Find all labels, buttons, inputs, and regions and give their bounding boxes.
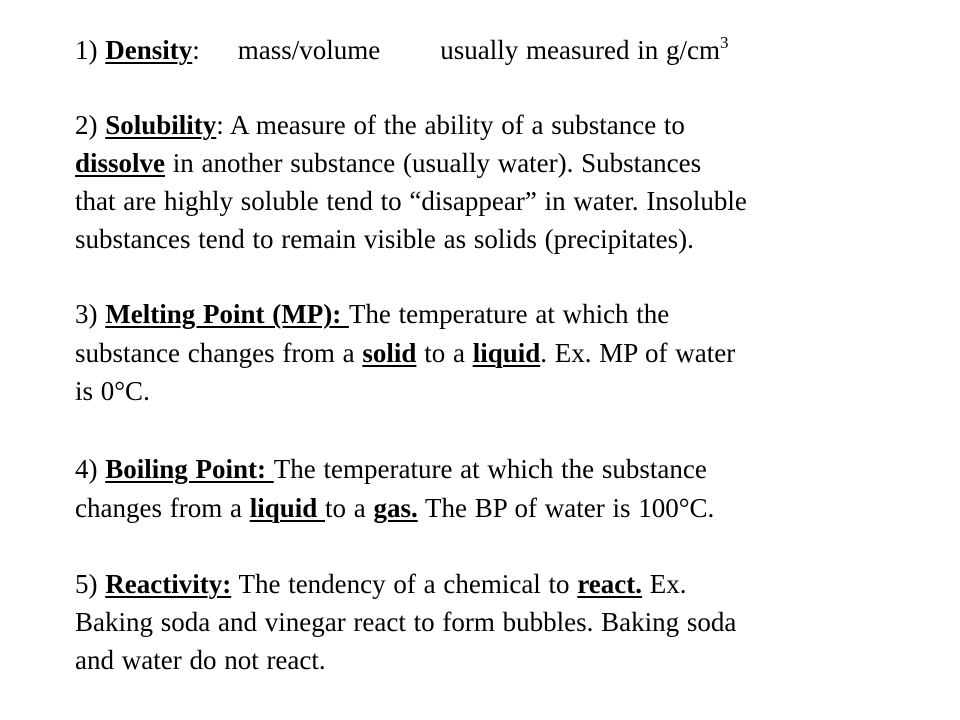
reactivity-text-1-end: Ex. xyxy=(642,569,687,599)
boiling-text-2b: to a xyxy=(325,493,374,523)
reactivity-line-3 xyxy=(75,643,326,677)
emph-gas: gas. xyxy=(373,493,418,523)
emph-solid: solid xyxy=(362,338,417,368)
solubility-text-2: in another substance (usually water). Substances xyxy=(165,148,702,178)
term-density: Density xyxy=(105,35,193,65)
emph-liquid: liquid xyxy=(472,338,541,368)
item-number: 5) xyxy=(75,569,98,599)
boiling-line-1 xyxy=(75,452,707,486)
emph-react: react. xyxy=(577,569,643,599)
term-melting-point: Melting Point (MP): xyxy=(105,299,349,329)
reactivity-text-3: and water do not react. xyxy=(75,645,326,675)
item-number: 4) xyxy=(75,454,98,484)
density-unit-text: usually measured in g/cm xyxy=(440,35,720,65)
density-definition: mass/volume xyxy=(237,35,381,65)
solubility-text-1: : A measure of the ability of a substance to xyxy=(216,110,685,140)
density-unit-superscript: 3 xyxy=(719,33,729,52)
solubility-line-1 xyxy=(75,108,685,142)
item-number: 1) xyxy=(75,35,98,65)
emph-dissolve: dissolve xyxy=(75,148,166,178)
solubility-text-4: substances tend to remain visible as solids (precipitates). xyxy=(75,224,694,254)
melting-text-2c: . Ex. MP of water xyxy=(540,338,736,368)
boiling-text-1: The temperature at which the substance xyxy=(273,454,707,484)
boiling-text-2a: changes from a xyxy=(75,493,250,523)
solubility-line-2 xyxy=(75,146,701,180)
item-number: 2) xyxy=(75,110,98,140)
emph-liquid-2: liquid xyxy=(249,493,325,523)
term-boiling-point: Boiling Point: xyxy=(105,454,274,484)
item-number: 3) xyxy=(75,299,98,329)
melting-line-3 xyxy=(75,374,150,408)
term-reactivity: Reactivity: xyxy=(105,569,232,599)
solubility-line-4 xyxy=(75,222,694,256)
term-solubility: Solubility xyxy=(105,110,217,140)
boiling-line-2 xyxy=(75,491,714,525)
melting-line-1 xyxy=(75,297,669,331)
term-colon: : xyxy=(192,35,200,65)
reactivity-text-2: Baking soda and vinegar react to form bubbles. Baking soda xyxy=(75,607,737,637)
melting-text-2b: to a xyxy=(416,338,473,368)
melting-line-2 xyxy=(75,336,735,370)
solubility-line-3 xyxy=(75,184,747,218)
solubility-text-3: that are highly soluble tend to “disappear” in water. Insoluble xyxy=(75,186,747,216)
reactivity-line-2 xyxy=(75,605,736,639)
melting-text-1: The temperature at which the xyxy=(348,299,670,329)
reactivity-text-1: The tendency of a chemical to xyxy=(231,569,578,599)
density-line xyxy=(75,33,728,67)
melting-text-3: is 0°C. xyxy=(75,376,150,406)
reactivity-line-1 xyxy=(75,567,687,601)
boiling-text-2c: The BP of water is 100°C. xyxy=(417,493,715,523)
melting-text-2a: substance changes from a xyxy=(75,338,363,368)
